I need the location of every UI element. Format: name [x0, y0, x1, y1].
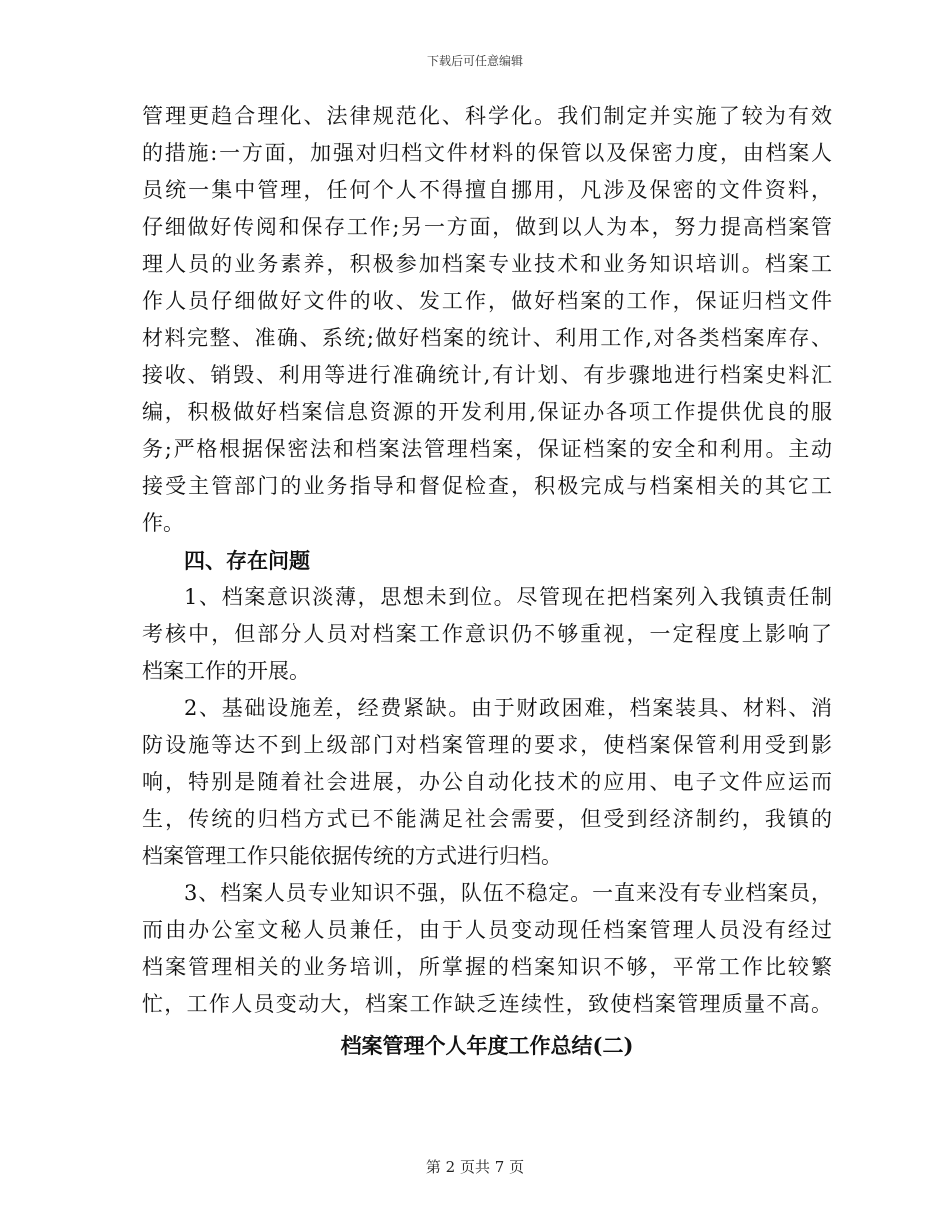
text-line: 档案管理工作只能依据传统的方式进行归档。 — [142, 844, 562, 868]
text-line: 作人员仔细做好文件的收、发工作，做好档案的工作，保证归档文件 — [142, 289, 832, 313]
page-header: 下载后可任意编辑 — [426, 54, 523, 68]
text-line: 3、档案人员专业知识不强，队伍不稳定。一直来没有专业档案员， — [184, 881, 832, 905]
text-line: 响，特别是随着社会进展，办公自动化技术的应用、电子文件应运而 — [142, 770, 832, 794]
issue-paragraph-1 — [142, 579, 832, 690]
text-line: 防设施等达不到上级部门对档案管理的要求，使档案保管利用受到影 — [142, 733, 832, 757]
text-line: 务;严格根据保密法和档案法管理档案，保证档案的安全和利用。主动 — [142, 437, 832, 461]
text-line: 生，传统的归档方式已不能满足社会需要，但受到经济制约，我镇的 — [142, 807, 832, 831]
text-line: 编，积极做好档案信息资源的开发利用,保证办各项工作提供优良的服 — [142, 400, 832, 424]
text-line: 而由办公室文秘人员兼任，由于人员变动现任档案管理人员没有经过 — [142, 918, 832, 942]
text-line: 档案管理相关的业务培训，所掌握的档案知识不够，平常工作比较繁 — [142, 955, 832, 979]
document-body — [142, 98, 832, 1064]
text-line: 的措施:一方面，加强对归档文件材料的保管以及保密力度，由档案人 — [142, 141, 832, 165]
text-line: 仔细做好传阅和保存工作;另一方面，做到以人为本，努力提高档案管 — [142, 215, 832, 239]
text-line: 接受主管部门的业务指导和督促检查，积极完成与档案相关的其它工 — [142, 474, 832, 498]
text-line: 理人员的业务素养，积极参加档案专业技术和业务知识培训。档案工 — [142, 252, 832, 276]
text-line: 管理更趋合理化、法律规范化、科学化。我们制定并实施了较为有效 — [142, 104, 832, 128]
text-line: 档案工作的开展。 — [142, 659, 310, 683]
next-section-title: 档案管理个人年度工作总结(二) — [340, 1033, 634, 1058]
issue-paragraph-3 — [142, 875, 832, 1023]
issue-paragraph-2 — [142, 690, 832, 875]
page-footer: 第 2 页共 7 页 — [425, 1158, 525, 1176]
text-line: 员统一集中管理，任何个人不得擅自挪用，凡涉及保密的文件资料， — [142, 178, 832, 202]
section-heading: 四、存在问题 — [184, 548, 310, 573]
text-line: 2、基础设施差，经费紧缺。由于财政困难，档案装具、材料、消 — [184, 696, 832, 720]
text-line: 考核中，但部分人员对档案工作意识仍不够重视，一定程度上影响了 — [142, 622, 832, 646]
text-line: 材料完整、准确、系统;做好档案的统计、利用工作,对各类档案库存、 — [142, 326, 832, 350]
text-line: 作。 — [142, 511, 184, 535]
paragraph-continuation — [142, 98, 832, 542]
text-line: 1、档案意识淡薄，思想未到位。尽管现在把档案列入我镇责任制 — [184, 585, 832, 609]
text-line: 忙，工作人员变动大，档案工作缺乏连续性，致使档案管理质量不高。 — [142, 992, 832, 1016]
text-line: 接收、销毁、利用等进行准确统计,有计划、有步骤地进行档案史料汇 — [142, 363, 832, 387]
